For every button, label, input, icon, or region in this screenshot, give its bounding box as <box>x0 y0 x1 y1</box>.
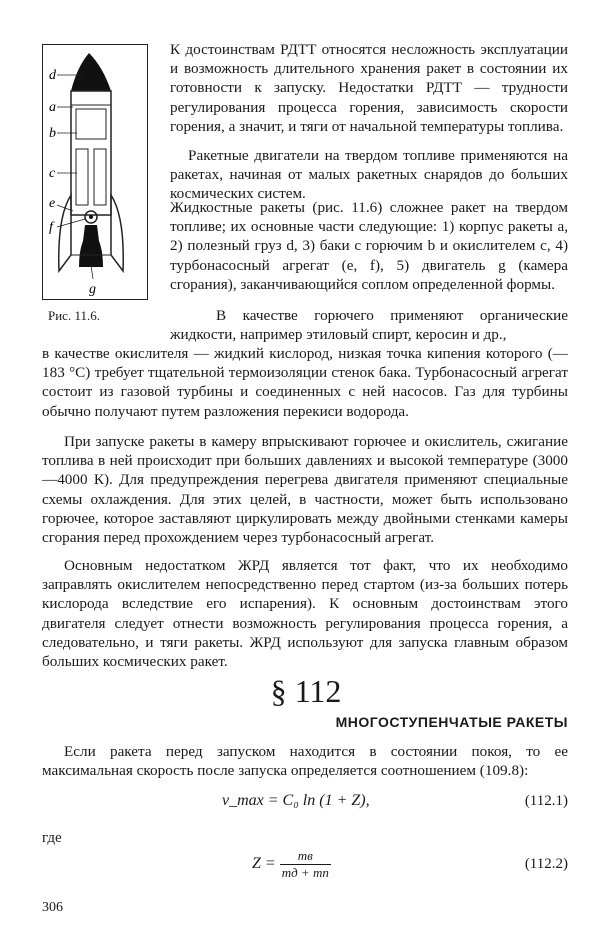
paragraph-4-continued: в качестве окислителя — жидкий кислород, низкая точка кипения которого (—183 °С) требует тщательной термоизоляции стенок бака. Турбонасосный агрегат состоит из газовой турбины и соединенных с ней насосов. Газ для турбины обычно получают путем разложения перекиси водорода. <box>42 345 568 420</box>
label-a: a <box>49 100 56 115</box>
formula-112-1: v_max = C₀ ln (1 + Z), <box>222 792 370 809</box>
label-e: e <box>49 196 56 211</box>
label-f: f <box>49 220 53 235</box>
label-c: c <box>49 166 56 181</box>
figure-caption: Рис. 11.6. <box>48 308 100 323</box>
fraction <box>280 848 331 881</box>
paragraph-2: Ракетные двигатели на твердом топливе применяются на ракетах, начиная от малых ракетных снарядов до больших космических систем. <box>170 147 568 203</box>
paragraph-3: Жидкостные ракеты (рис. 11.6) сложнее ракет на твердом топливе; их основные части следующие: 1) корпус ракеты a, 2) полезный груз d, 3) баки с горючим b и окислителем c, 4) турбонасосный агрегат (e, f), 5) двигатель g (камера сгорания), заканчивающийся соплом определенной формы. <box>170 199 568 293</box>
section-number: § 112 <box>270 673 342 709</box>
label-d: d <box>49 68 56 83</box>
paragraph-7: Если ракета перед запуском находится в состоянии покоя, то ее максимальная скорость после запуска определяется соотношением (109.8): <box>42 743 568 780</box>
page-number: 306 <box>42 900 63 915</box>
label-b: b <box>49 126 56 141</box>
fraction-denominator: mд + mп <box>281 865 329 880</box>
equation-number-1: (112.1) <box>524 793 568 809</box>
where-label: где <box>42 830 62 846</box>
paragraph-4-start: В качестве горючего применяют органические жидкости, например этиловый спирт, керосин и др., <box>170 307 568 344</box>
fraction-numerator: mв <box>280 848 331 865</box>
equation-number-2: (112.2) <box>524 856 568 872</box>
formula-112-2 <box>252 848 331 881</box>
formula-lhs: Z = <box>252 855 276 873</box>
label-g: g <box>89 282 96 297</box>
paragraph-1: К достоинствам РДТТ относятся несложность эксплуатации и возможность длительного хранения ракет в состоянии их готовности к запуску. Недостатки РДТТ — трудности регулирования процесса горения, зависимость скорости горения, а значит, и тяги от начальной температуры топлива. <box>170 41 568 135</box>
paragraph-6: Основным недостатком ЖРД является тот факт, что их необходимо заправлять окислителем непосредственно перед стартом (из-за больших потерь кислорода вследствие его испарения). К основным достоинствам этого двигателя следует отнести возможность регулирования процесса горения, а следовательно, и тяги ракеты. ЖРД используют для запуска главным образом больших космических ракет. <box>42 557 568 671</box>
paragraph-5: При запуске ракеты в камеру впрыскивают горючее и окислитель, сжигание топлива в ней происходит при больших давлениях и высокой температуре (3000—4000 К). Для предупреждения перегрева двигателя применяют специальные схемы охлаждения. Для этих целей, в частности, может быть использовано горючее, которое заставляют циркулировать между двойными стенками камеры сгорания перед прохождением через турбонасосный агрегат. <box>42 433 568 547</box>
rocket-figure <box>42 44 148 300</box>
rocket-diagram <box>43 45 149 301</box>
section-title: МНОГОСТУПЕНЧАТЫЕ РАКЕТЫ <box>335 714 568 730</box>
